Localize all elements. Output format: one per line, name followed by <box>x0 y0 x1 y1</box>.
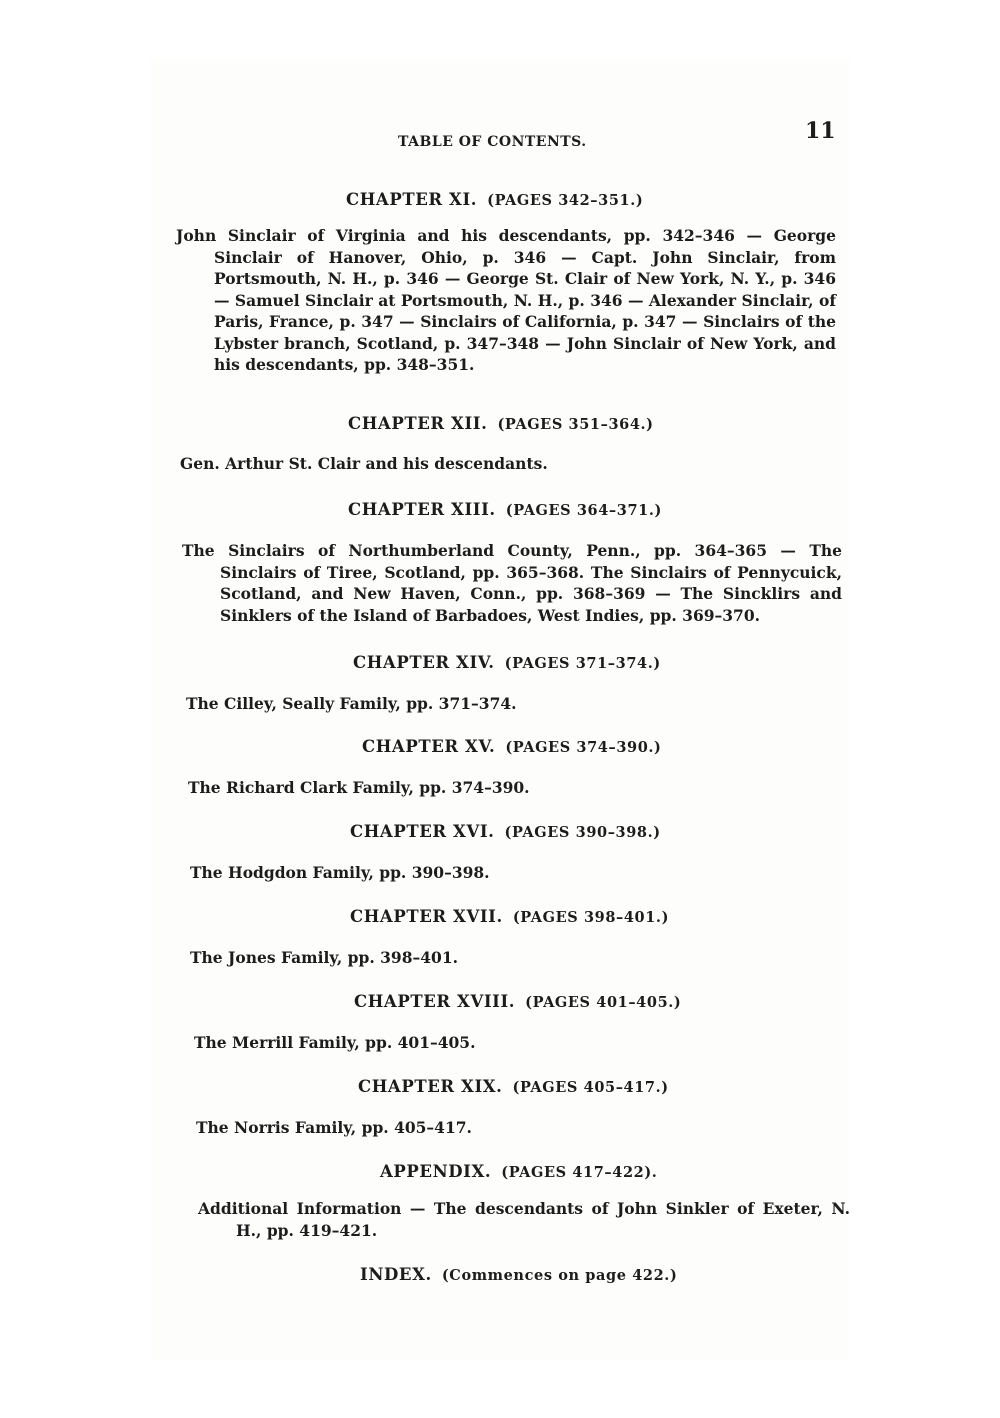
chapter-page-range: (PAGES 351–364.) <box>497 416 654 433</box>
chapter-entry: The Jones Family, pp. 398–401. <box>190 948 459 967</box>
chapter-label: CHAPTER XVII. <box>350 907 503 926</box>
chapter-heading <box>362 737 662 756</box>
chapter-entry: The Sinclairs of Northumberland County, Penn., pp. 364–365 — The Sinclairs of Tiree, Scotland, pp. 365–368. The Sinclairs of Pennycuick, Scotland, and New Haven, Conn., pp. 368–369 — The Sincklirs and Sinklers of the Island of Barbadoes, West Indies, pp. 369–370. <box>182 541 842 625</box>
index-heading <box>360 1265 677 1284</box>
chapter-heading <box>346 190 643 209</box>
chapter-entry: The Richard Clark Family, pp. 374–390. <box>188 778 530 797</box>
chapter-page-range: (PAGES 342–351.) <box>487 192 644 209</box>
chapter-label: CHAPTER XIX. <box>358 1077 503 1096</box>
chapter-label: CHAPTER XI. <box>346 190 478 209</box>
chapter-label: CHAPTER XIV. <box>353 653 495 672</box>
index-note: (Commences on page 422.) <box>441 1267 678 1284</box>
appendix-entry: Additional Information — The descendants of John Sinkler of Exeter, N. H., pp. 419–421. <box>198 1199 850 1240</box>
appendix-page-range: (PAGES 417–422). <box>501 1164 658 1181</box>
chapter-entry: John Sinclair of Virginia and his descendants, pp. 342–346 — George Sinclair of Hanover, Ohio, p. 346 — Capt. John Sinclair, from Portsmouth, N. H., p. 346 — George St. Clair of New York, N. Y., p. 346 — Samuel Sinclair at Portsmouth, N. H., p. 346 — Alexander Sinclair, of Paris, France, p. 347 — Sinclairs of California, p. 347 — Sinclairs of the Lybster branch, Scotland, p. 347–348 — John Sinclair of New York, and his descendants, pp. 348–351. <box>176 226 836 374</box>
page-number: 11 <box>805 118 836 144</box>
chapter-page-range: (PAGES 374–390.) <box>505 739 662 756</box>
chapter-entry: The Cilley, Seally Family, pp. 371–374. <box>186 694 517 713</box>
chapter-page-range: (PAGES 401–405.) <box>525 994 682 1011</box>
chapter-label: CHAPTER XII. <box>348 414 488 433</box>
chapter-page-range: (PAGES 398–401.) <box>512 909 670 926</box>
chapter-entry: The Norris Family, pp. 405–417. <box>196 1118 472 1137</box>
chapter-heading <box>350 822 661 841</box>
chapter-heading <box>354 992 681 1011</box>
chapter-entry: The Merrill Family, pp. 401–405. <box>194 1033 476 1052</box>
chapter-heading <box>353 653 661 672</box>
chapter-heading <box>348 414 654 433</box>
index-label: INDEX. <box>360 1265 432 1284</box>
chapter-page-range: (PAGES 364–371.) <box>505 502 662 519</box>
chapter-heading <box>350 907 669 926</box>
chapter-entry: Gen. Arthur St. Clair and his descendants. <box>180 454 548 473</box>
chapter-page-range: (PAGES 371–374.) <box>504 655 661 672</box>
chapter-label: CHAPTER XVI. <box>350 822 495 841</box>
chapter-label: CHAPTER XIII. <box>348 500 496 519</box>
chapter-entry: The Hodgdon Family, pp. 390–398. <box>190 863 490 882</box>
running-title: TABLE OF CONTENTS. <box>398 134 587 150</box>
chapter-label: CHAPTER XVIII. <box>354 992 516 1011</box>
appendix-heading <box>380 1162 657 1181</box>
chapter-page-range: (PAGES 405–417.) <box>512 1079 669 1096</box>
chapter-page-range: (PAGES 390–398.) <box>504 824 661 841</box>
chapter-label: CHAPTER XV. <box>362 737 496 756</box>
appendix-label: APPENDIX. <box>380 1162 492 1181</box>
chapter-heading <box>348 500 662 519</box>
chapter-heading <box>358 1077 669 1096</box>
